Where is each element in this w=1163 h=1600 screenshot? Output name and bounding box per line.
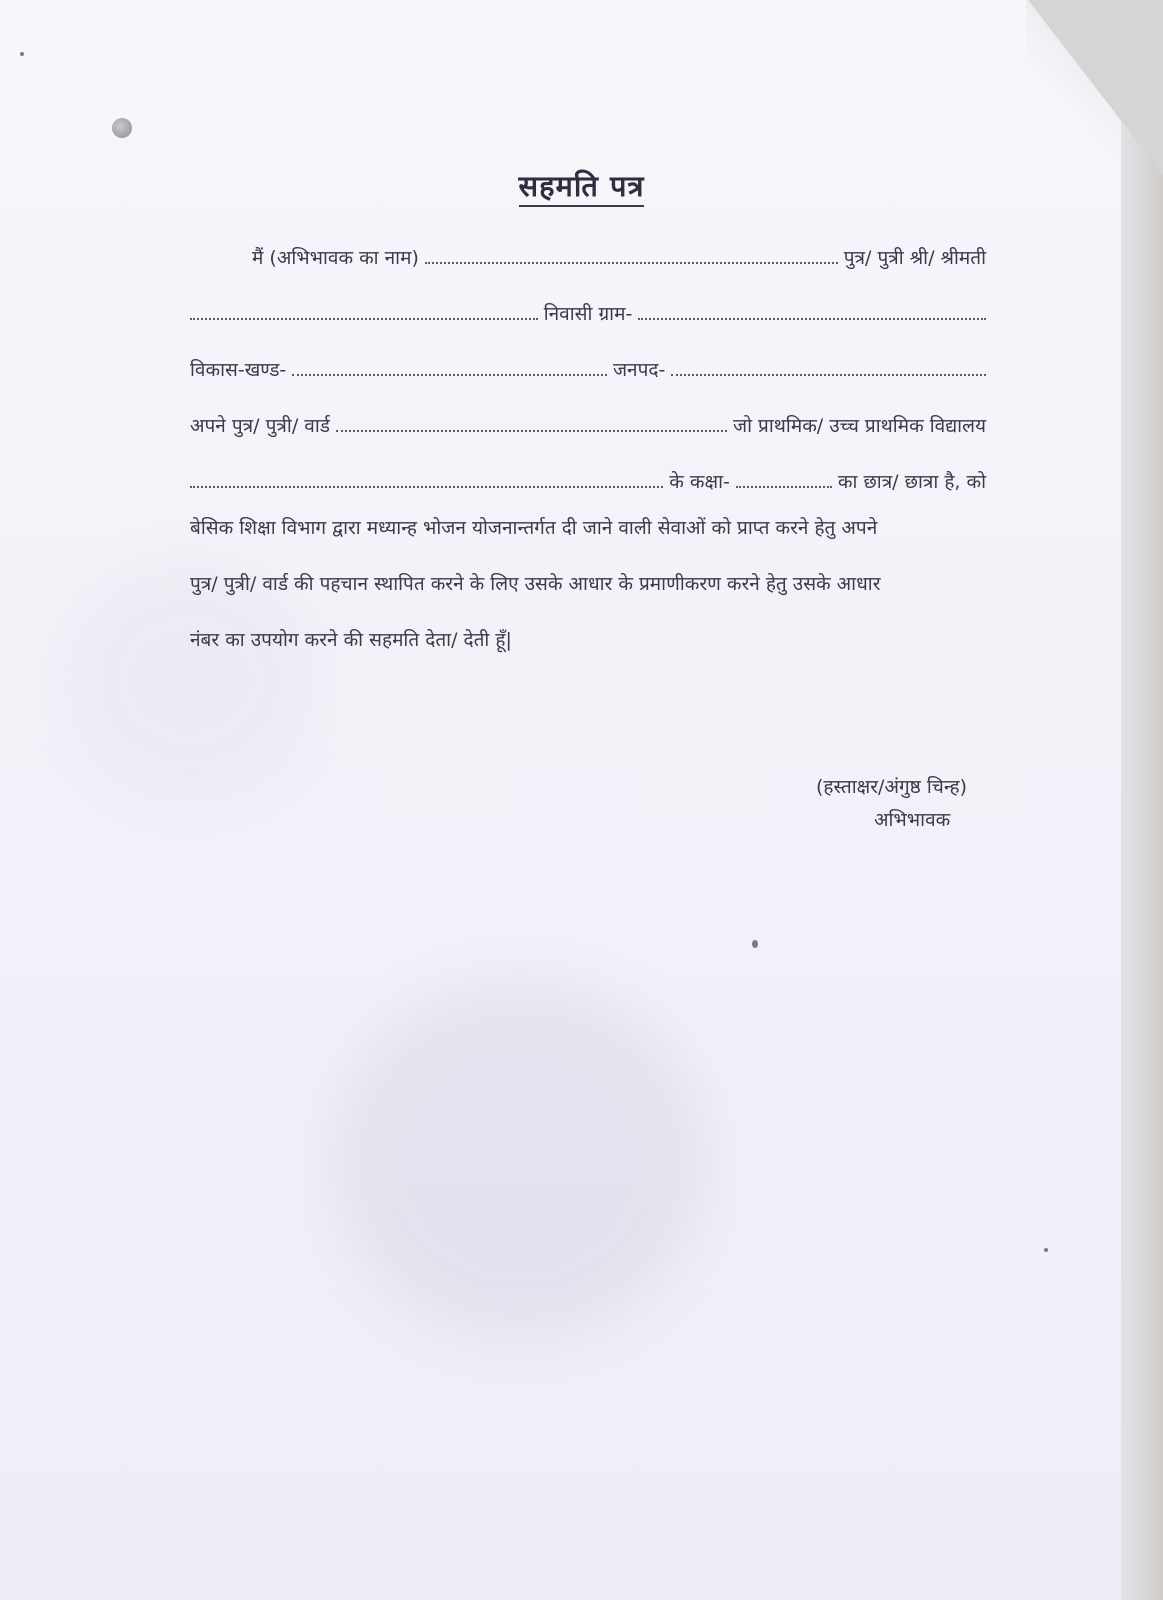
relation-label: पुत्र/ पुत्री श्री/ श्रीमती: [843, 247, 986, 269]
village-line: [190, 290, 986, 326]
class-blank[interactable]: [736, 486, 832, 488]
punch-hole-mark: [112, 118, 132, 138]
scan-speck: [1044, 1248, 1048, 1252]
guardian-name-blank[interactable]: [425, 262, 838, 264]
signature-label: (हस्ताक्षर/अंगुष्ठ चिन्ह): [816, 776, 968, 798]
class-line: [190, 458, 986, 494]
guardian-name-label: मैं (अभिभावक का नाम): [252, 247, 419, 269]
ward-line: [190, 402, 986, 438]
consent-text-line: बेसिक शिक्षा विभाग द्वारा मध्यान्ह भोजन योजनान्तर्गत दी जाने वाली सेवाओं को प्राप्त करने हेतु अपने: [190, 517, 878, 539]
consent-text-line: पुत्र/ पुत्री/ वार्ड की पहचान स्थापित करने के लिए उसके आधार के प्रमाणीकरण करने हेतु उसके आधार: [190, 573, 881, 595]
village-label: निवासी ग्राम-: [543, 303, 633, 325]
ward-name-blank[interactable]: [336, 430, 727, 432]
document-title-text: सहमति पत्र: [519, 169, 645, 207]
paper-edge: [1121, 0, 1163, 1600]
school-name-blank[interactable]: [190, 486, 663, 488]
document-title: [0, 166, 1163, 205]
district-label: जनपद-: [612, 359, 666, 381]
village-blank[interactable]: [638, 318, 986, 320]
guardian-name-line: [190, 234, 986, 270]
guardian-role-label: अभिभावक: [874, 809, 951, 831]
scan-speck: [752, 940, 758, 948]
block-blank[interactable]: [292, 374, 607, 376]
parent-name-blank[interactable]: [190, 318, 538, 320]
folded-corner: [1028, 0, 1163, 175]
consent-text-line: नंबर का उपयोग करने की सहमति देता/ देती हूँ|: [190, 629, 512, 651]
district-blank[interactable]: [671, 374, 986, 376]
block-label: विकास-खण्ड-: [190, 359, 287, 381]
scan-speck: [20, 52, 24, 56]
scan-smudge: [330, 980, 710, 1340]
school-type-label: जो प्राथमिक/ उच्च प्राथमिक विद्यालय: [733, 415, 986, 437]
block-district-line: [190, 346, 986, 382]
ward-label: अपने पुत्र/ पुत्री/ वार्ड: [190, 415, 330, 437]
student-label: का छात्र/ छात्रा है, को: [837, 471, 986, 493]
class-label: के कक्षा-: [669, 471, 730, 493]
scan-smudge: [60, 560, 320, 800]
